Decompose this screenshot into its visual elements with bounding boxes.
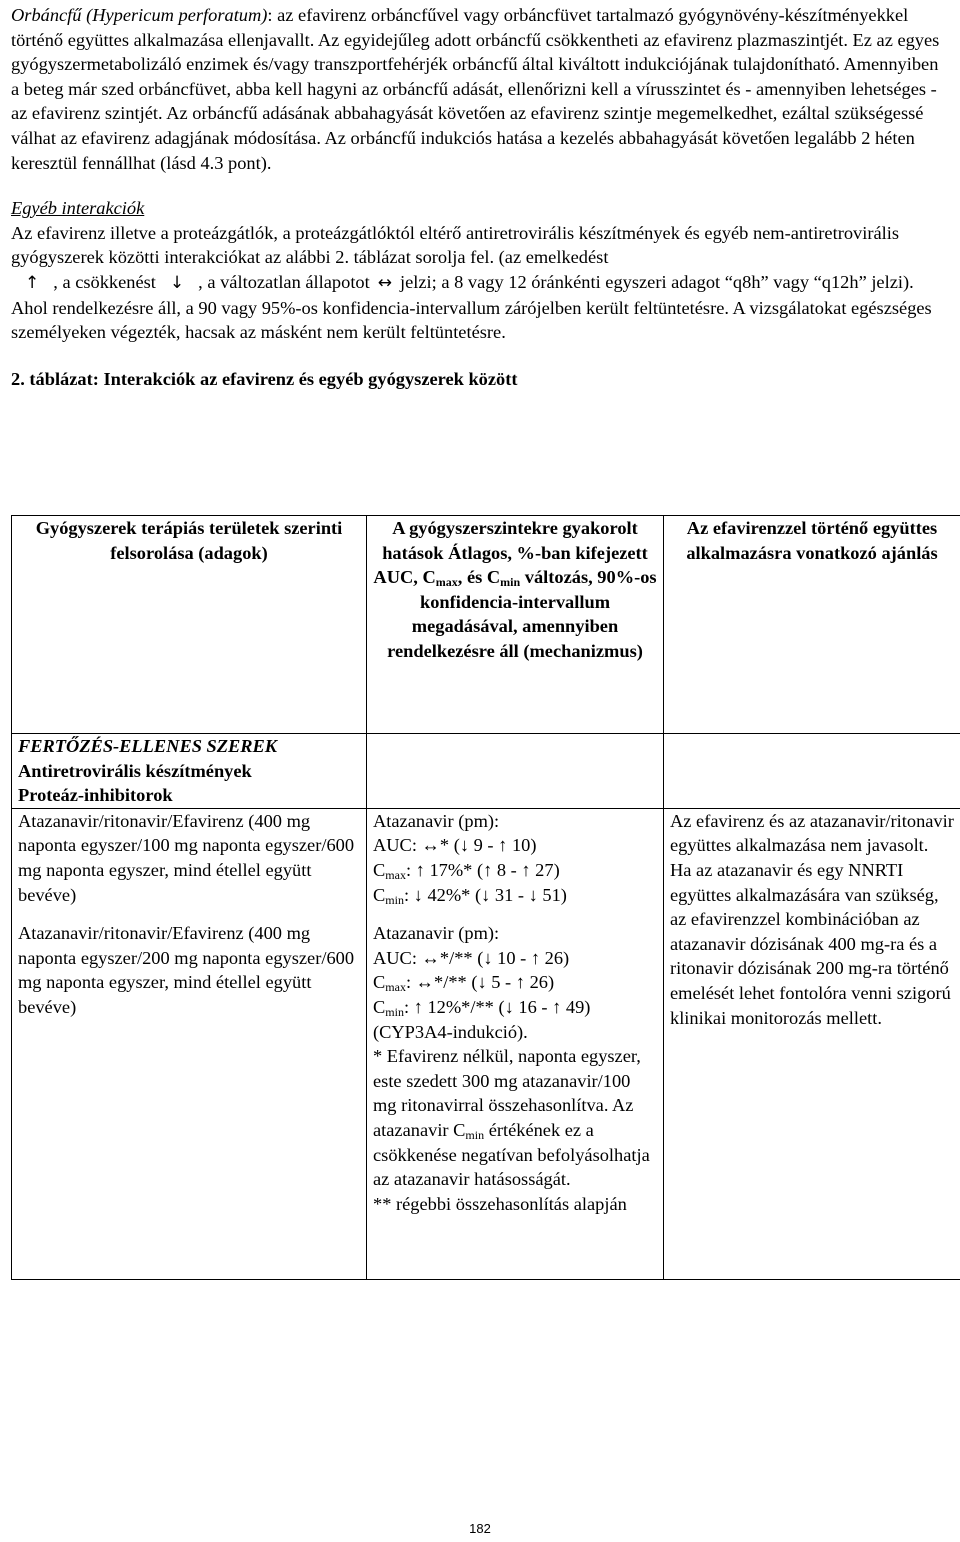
section-text-2: , a csökkenést	[53, 272, 156, 292]
section-text-4: jelzi; a 8 vagy 12 óránkénti egyszeri adagot “q8h” vagy “q12h” jelzi). Ahol rendelkezésre áll, a 90 vagy 95%-os konfidencia-intervallum zárójelben került feltüntetésre. A vizsgálatokat egészséges személyeken végezték, hacsak az másként nem került feltüntetésre.	[11, 272, 932, 342]
section-text-1: Az efavirenz illetve a proteázgátlók, a proteázgátlóktól eltérő antiretrovirális készítmények és egyéb nem-antiretrovirális gyógyszerek közötti interakciókat az alábbi 2. táblázat sorolja fel. (az emelkedést	[11, 223, 899, 268]
section-text-3: , a változatlan állapotot	[198, 272, 370, 292]
class-labels-cell	[12, 734, 367, 809]
intro-paragraph	[11, 0, 946, 175]
class-label-anti-infective: FERTŐZÉS-ELLENES SZEREK	[18, 734, 360, 759]
section-paragraph	[11, 221, 946, 345]
drug-cell	[12, 808, 367, 1279]
recommendation-cell	[664, 808, 960, 1279]
document-page	[11, 0, 946, 391]
class-row-empty-cell	[367, 734, 664, 809]
effect-cell	[367, 808, 664, 1279]
arrow-up-icon: ↑	[11, 271, 53, 296]
section-title: Egyéb interakciók	[11, 196, 946, 221]
drug-combination-2: Atazanavir/ritonavir/Efavirenz (400 mg naponta egyszer/200 mg naponta egyszer/600 mg naponta egyszer, mind étellel együtt bevéve)	[18, 921, 360, 1019]
intro-text: : az efavirenz orbáncfűvel vagy orbáncfüvet tartalmazó gyógynövény-készítményekkel történő együttes alkalmazása ellenjavallt. Az egyidejűleg adott orbáncfű csökkentheti az efavirenz plazmaszintjét. Ez az egyes gyógyszermetabolizáló enzimek és/vagy transzportfehérjék orbáncfű által kiváltott indukciójának tulajdonítható. Amennyiben a beteg már szed orbáncfüvet, abba kell hagyni az orbáncfű adását, ellenőrizni kell a vírusszintet és - amennyiben lehetséges - az efavirenz szintjét. Az orbáncfű adásának abbahagyását követően az efavirenz szintje megemelkedhet, ezáltal szükségessé válhat az efavirenz adagjának módosítása. Az orbáncfű indukciós hatása a kezelés abbahagyását követően legalább 2 héten keresztül fennállhat (lásd 4.3 pont).	[11, 5, 939, 173]
interaction-table	[11, 515, 960, 1280]
intro-herb-name: Orbáncfű (Hypericum perforatum)	[11, 5, 267, 25]
table-row	[12, 808, 960, 1279]
recommendation-text: Az efavirenz és az atazanavir/ritonavir együttes alkalmazása nem javasolt. Ha az atazanavir és egy NNRTI együttes alkalmazására van szükség, az efavirenzzel kombinációban az atazanavir dózisának 400 mg-ra és a ritonavir dózisának 200 mg-ra történő emelését lehet fontolóra venni szigorú klinikai monitorozás mellett.	[670, 809, 954, 1030]
effect-2: Atazanavir (pm): AUC: ↔*/** (↓ 10 - ↑ 26) $C_{max}$: ↔*/** (↓ 5 - ↑ 26) $C_{min}$: ↑ 12%*/** (↓ 16 - ↑ 49) (CYP3A4-indukció). * Efavirenz nélkül, naponta egyszer, este szedett 300 mg atazanavir/100 mg ritonavirral összehasonlítva. Az atazanavir $C_{min}$ értékének ez a csökkenése negatívan befolyásolhatja az atazanavir hatásosságát. ** régebbi összehasonlítás alapján	[373, 921, 657, 1216]
drug-combination-1: Atazanavir/ritonavir/Efavirenz (400 mg naponta egyszer/100 mg naponta egyszer/600 mg naponta egyszer, mind étellel együtt bevéve)	[18, 809, 360, 907]
table-title: 2. táblázat: Interakciók az efavirenz és egyéb gyógyszerek között	[11, 367, 946, 392]
class-label-antiretroviral: Antiretrovirális készítmények	[18, 759, 360, 784]
header-drugs: Gyógyszerek terápiás területek szerinti felsorolása (adagok)	[12, 516, 367, 734]
arrow-down-icon: ↓	[156, 271, 198, 296]
header-recommendation: Az efavirenzzel történő együttes alkalmazásra vonatkozó ajánlás	[664, 516, 960, 734]
header-effects: A gyógyszerszintekre gyakorolt hatások Átlagos, %-ban kifejezett AUC, $C_{max}$, és $C_{min}$ változás, 90%-os konfidencia-intervallum megadásával, amennyiben rendelkezésre áll (mechanizmus)	[367, 516, 664, 734]
table-class-row	[12, 734, 960, 809]
class-label-protease-inhibitors: Proteáz-inhibitorok	[18, 783, 360, 808]
table-header-row	[12, 516, 960, 734]
effect-1: Atazanavir (pm): AUC: ↔* (↓ 9 - ↑ 10) $C_{max}$: ↑ 17%* (↑ 8 - ↑ 27) $C_{min}$: ↓ 42%* (↓ 31 - ↓ 51)	[373, 809, 657, 907]
class-row-empty-cell	[664, 734, 960, 809]
page-number: 182	[0, 1517, 960, 1542]
arrow-left-right-icon: ↔	[370, 271, 400, 296]
